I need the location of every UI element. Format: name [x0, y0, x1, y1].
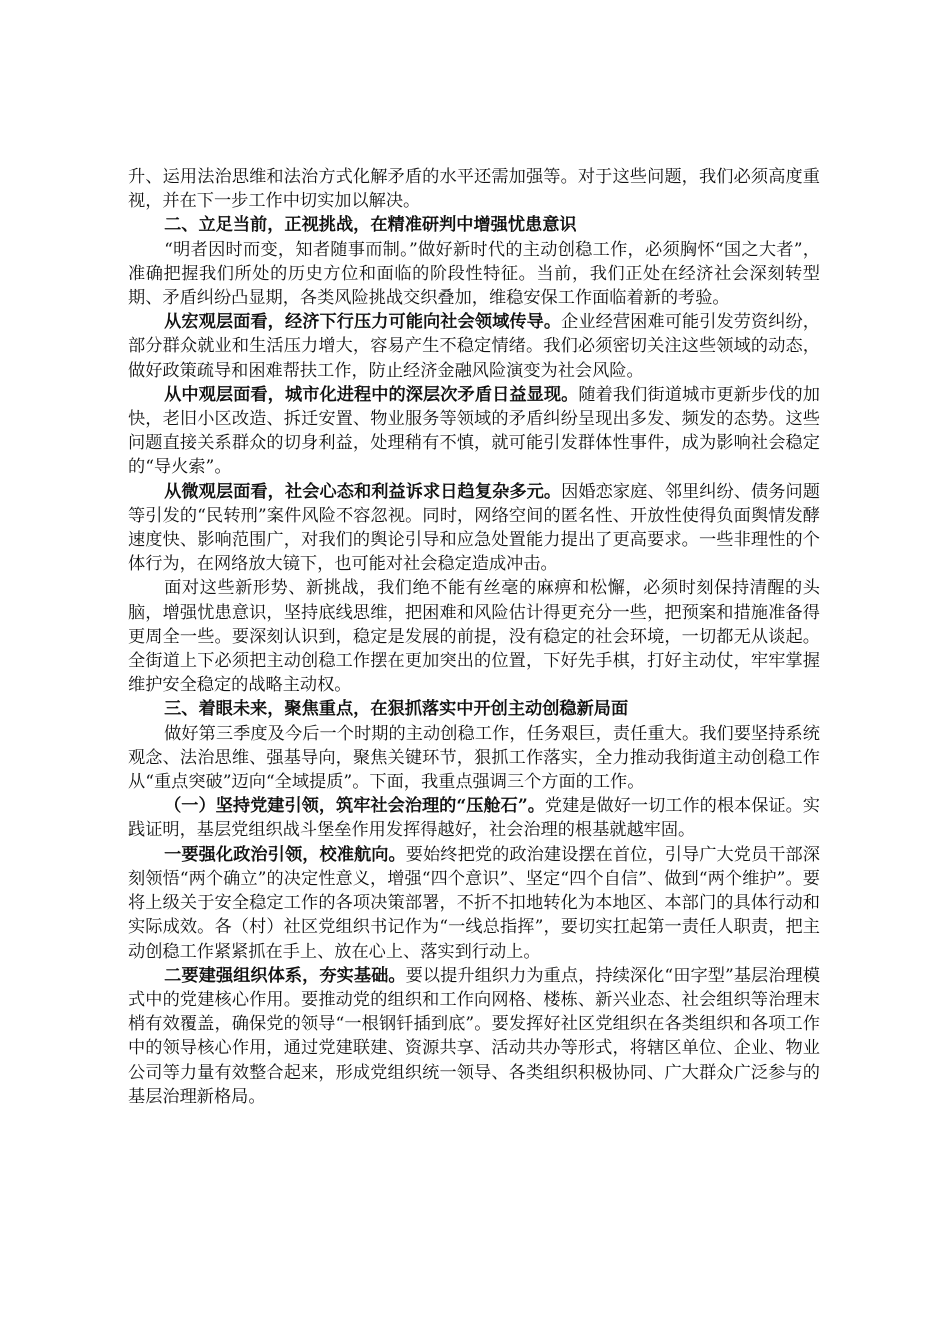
- paragraph-body: 要以提升组织力为重点，持续深化“田字型”基层治理模式中的党建核心作用。要推动党的组织和工作向网格、楼栋、新兴业态、社会组织等治理末梢有效覆盖，确保党的领导“一根钢钎插到底”。要发挥好社区党组织在各类组织和各项工作中的领导核心作用，通过党建联建、资源共享、活动共办等形式，将辖区单位、企业、物业公司等力量有效整合起来，形成党组织统一领导、各类组织积极协同、广大群众广泛参与的基层治理新格局。: [128, 965, 820, 1107]
- paragraph-quote: “明者因时而变，知者随事而制。”做好新时代的主动创稳工作，必须胸怀“国之大者”，准确把握我们所处的历史方位和面临的阶段性特征。当前，我们正处在经济社会深刻转型期、矛盾纠纷凸显期，各类风险挑战交织叠加，维稳安保工作面临着新的考验。: [128, 239, 820, 309]
- paragraph-lead: 一要强化政治引领，校准航向。: [164, 844, 406, 865]
- paragraph-micro: [128, 480, 820, 577]
- paragraph-body: 企业经营困难可能引发劳资纠纷，部分群众就业和生活压力增大，容易产生不稳定情绪。我们必须密切关注这些领域的动态，做好政策疏导和困难帮扶工作，防止经济金融风险演变为社会风险。: [128, 312, 820, 381]
- paragraph-body: 党建是做好一切工作的根本保证。实践证明，基层党组织战斗堡垒作用发挥得越好，社会治理的根基就越牢固。: [128, 796, 820, 841]
- paragraph-lead: 从中观层面看，城市化进程中的深层次矛盾日益显现。: [164, 384, 579, 405]
- section-heading-2: 二、立足当前，正视挑战，在精准研判中增强忧患意识: [164, 215, 577, 236]
- paragraph-body: 因婚恋家庭、邻里纠纷、债务问题等引发的“民转刑”案件风险不容忽视。同时，网络空间的匿名性、开放性使得负面舆情发酵速度快、影响范围广，对我们的舆论引导和应急处置能力提出了更高要求。一些非理性的个体行为，在网络放大镜下，也可能对社会稳定造成冲击。: [128, 481, 820, 575]
- section-heading-3: 三、着眼未来，聚焦重点，在狠抓落实中开创主动创稳新局面: [164, 699, 629, 720]
- paragraph-party-building: [128, 794, 820, 842]
- paragraph-organization: [128, 964, 820, 1109]
- paragraph-meso: [128, 383, 820, 480]
- paragraph-body: 要始终把党的政治建设摆在首位，引导广大党员干部深刻领悟“两个确立”的决定性意义，增强“四个意识”、坚定“四个自信”、做到“两个维护”。要将上级关于安全稳定工作的各项决策部署，不折不扣地转化为本地区、本部门的具体行动和实际成效。各（村）社区党组织书记作为“一线总指挥”，要切实扛起第一责任人职责，把主动创稳工作紧紧抓在手上、放在心上、落实到行动上。: [128, 844, 820, 962]
- paragraph-intro: 做好第三季度及今后一个时期的主动创稳工作，任务艰巨，责任重大。我们要坚持系统观念、法治思维、强基导向，聚焦关键环节，狠抓工作落实，全力推动我街道主动创稳工作从“重点突破”迈向“全域提质”。下面，我重点强调三个方面的工作。: [128, 723, 820, 793]
- paragraph-lead: 二要建强组织体系，夯实基础。: [164, 965, 406, 986]
- paragraph-lead: （一）坚持党建引领，筑牢社会治理的“压舱石”。: [164, 796, 545, 817]
- paragraph-political-guidance: [128, 843, 820, 964]
- paragraph-continuation: 升、运用法治思维和法治方式化解矛盾的水平还需加强等。对于这些问题，我们必须高度重视，并在下一步工作中切实加以解决。: [128, 167, 820, 212]
- paragraph-summary: 面对这些新形势、新挑战，我们绝不能有丝毫的麻痹和松懈，必须时刻保持清醒的头脑，增强忧患意识，坚持底线思维，把困难和风险估计得更充分一些，把预案和措施准备得更周全一些。要深刻认识到，稳定是发展的前提，没有稳定的社会环境，一切都无从谈起。全街道上下必须把主动创稳工作摆在更加突出的位置，下好先手棋，打好主动仗，牢牢掌握维护安全稳定的战略主动权。: [128, 578, 820, 696]
- paragraph-macro: [128, 310, 820, 383]
- paragraph-lead: 从宏观层面看，经济下行压力可能向社会领域传导。: [164, 312, 562, 333]
- paragraph-lead: 从微观层面看，社会心态和利益诉求日趋复杂多元。: [164, 481, 562, 502]
- paragraph-body: 随着我们街道城市更新步伐的加快，老旧小区改造、拆迁安置、物业服务等领域的矛盾纠纷呈现出多发、频发的态势。这些问题直接关系群众的切身利益，处理稍有不慎，就可能引发群体性事件，成为影响社会稳定的“导火索”。: [128, 384, 820, 478]
- document-page: [128, 165, 820, 1109]
